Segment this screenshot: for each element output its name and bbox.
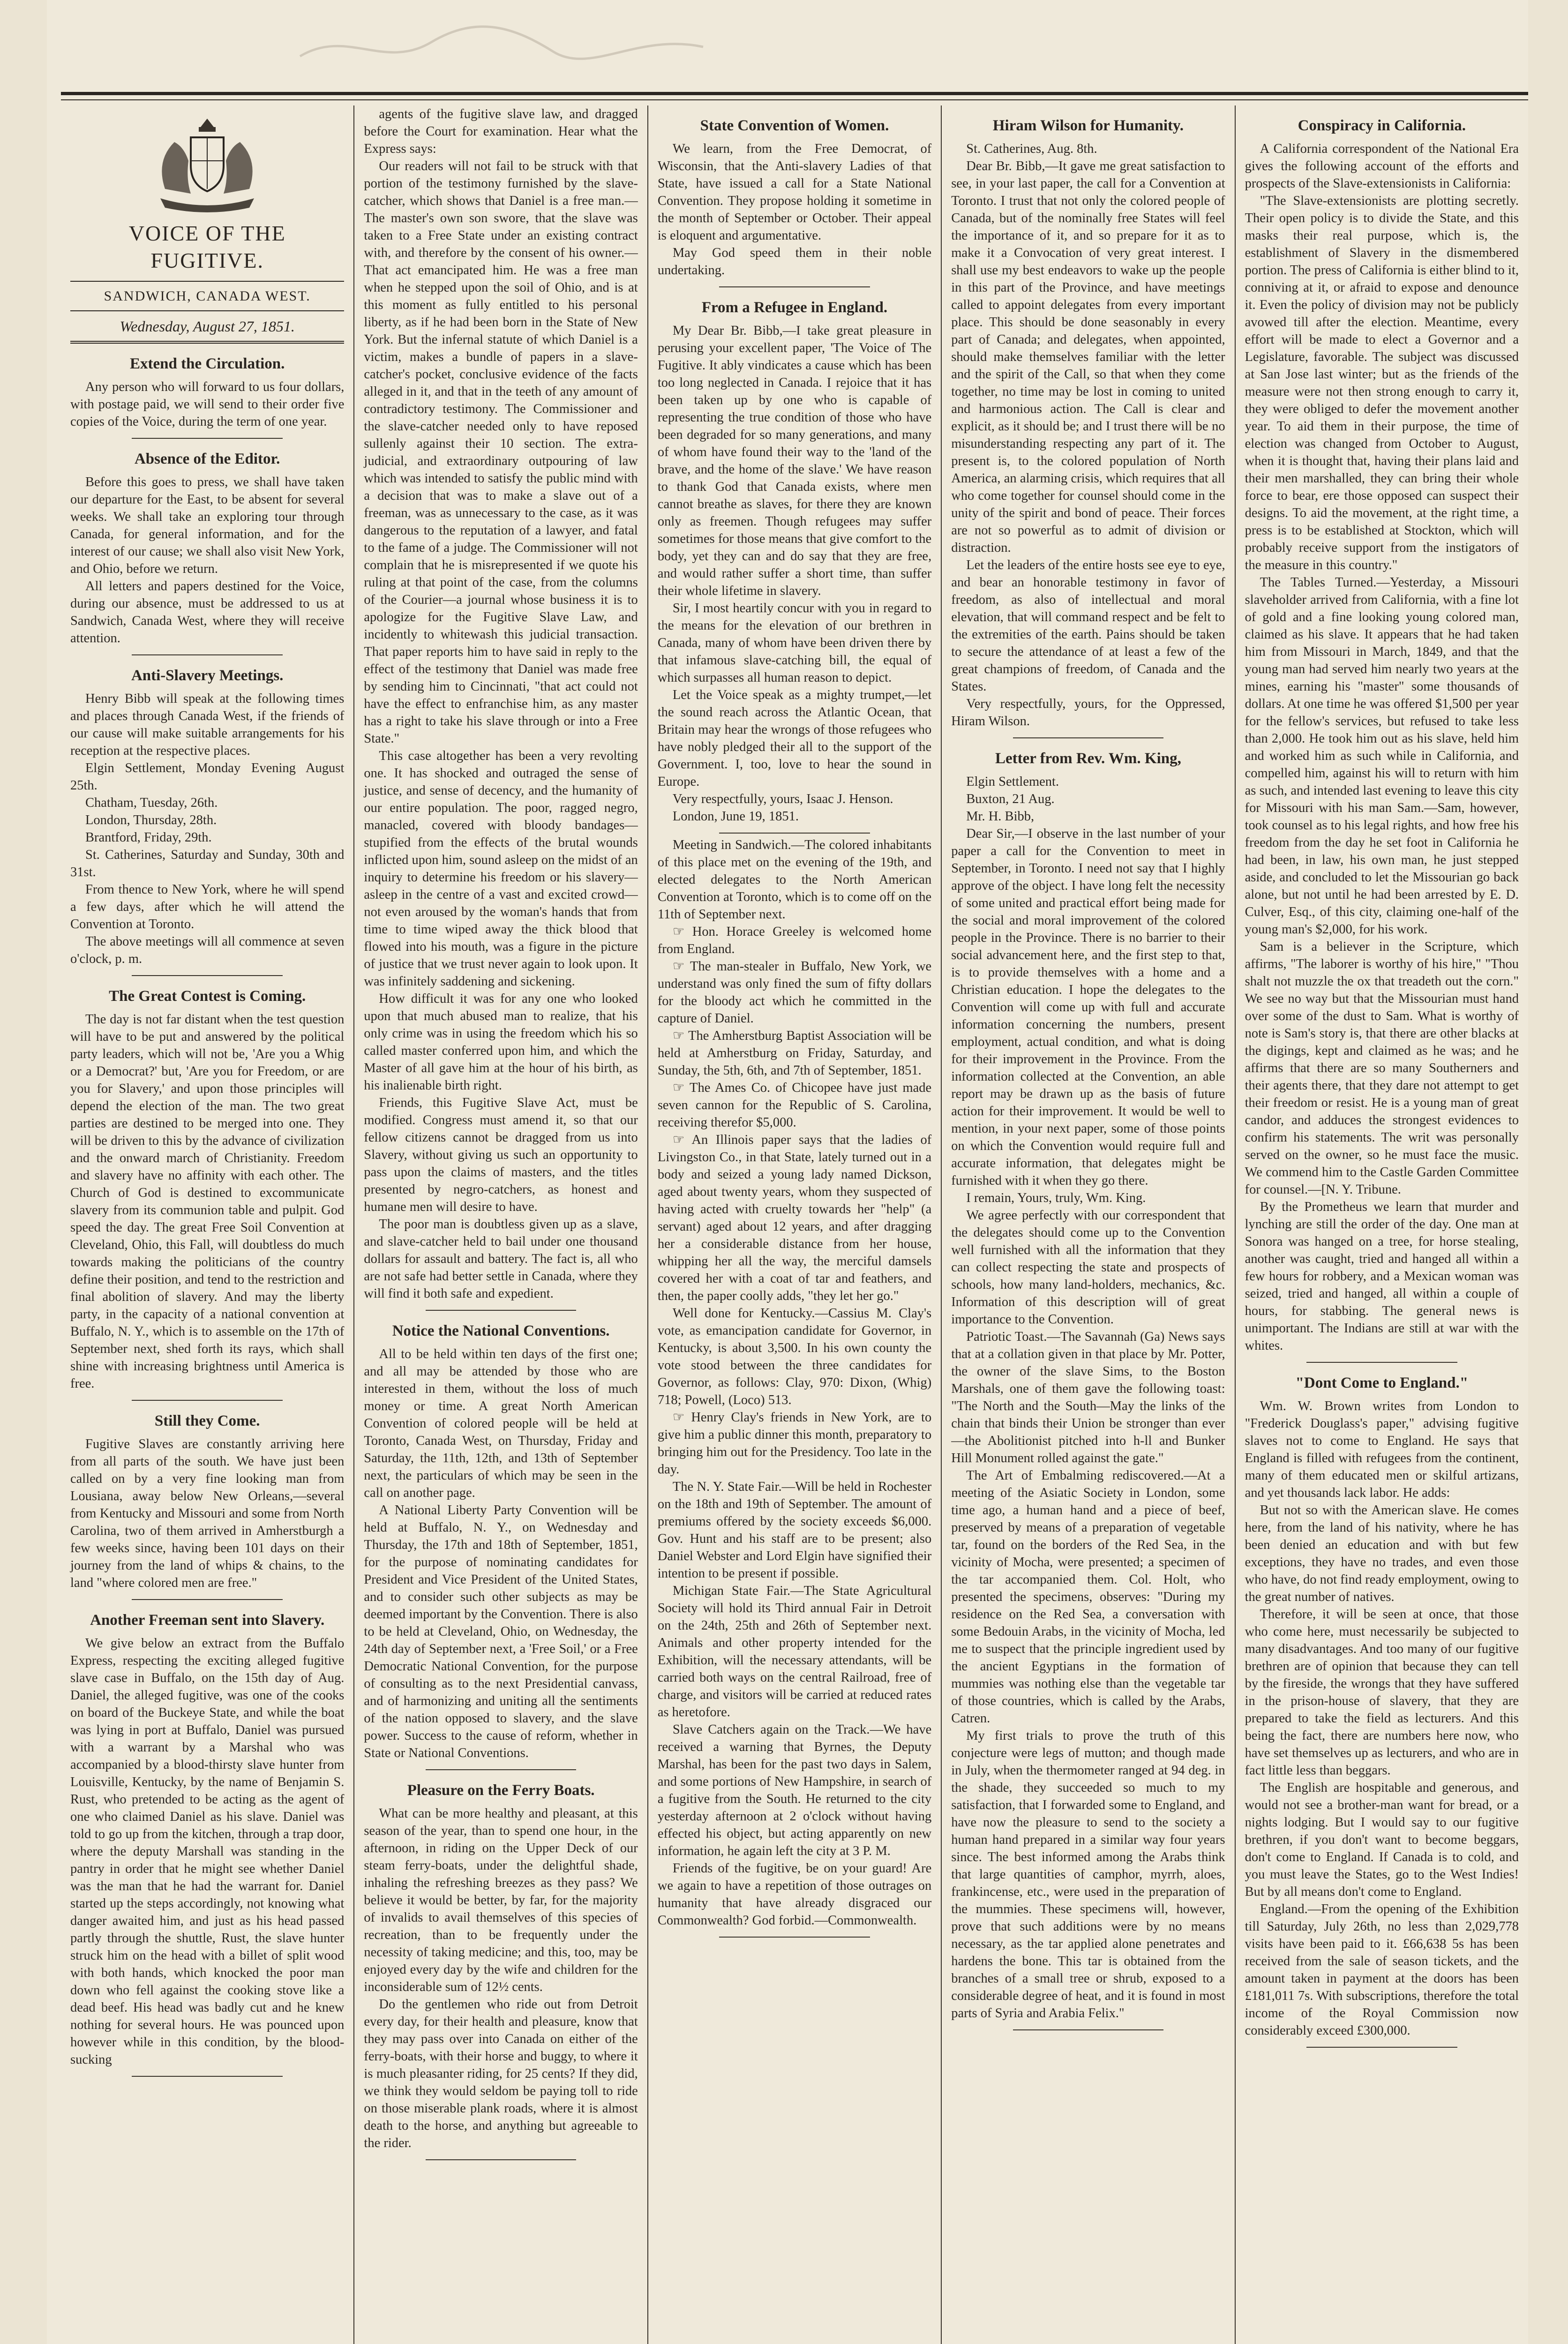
article	[951, 116, 1225, 738]
article-divider	[132, 1400, 282, 1401]
article-headline: "Dont Come to England."	[1295, 1375, 1469, 1391]
article	[658, 116, 931, 287]
article	[658, 298, 931, 834]
article-divider	[426, 2159, 576, 2160]
article-paragraph: The Tables Turned.—Yesterday, a Missouri slaveholder arrived from California, with a fine lot of gold and a fine looking young colored man, claimed as his slave. It appears that he had taken him from Missouri in March, 1849, and that the young man had served him nearly two years at the mines, earning his "master" some thousands of dollars. At one time he was offered $1,500 per year for the fellow's services, but refused to take less than 2,000. He took him out as his slave, held him and worked him as such while in California, and compelled him, against his will to return with him as such, and intended last evening to leave this city for Missouri with his man Sam.—Sam, however, took counsel as to his legal rights, and how free his freedom from the day he set foot in California he had been, in law, his own man, he just stepped aside, and concluded to let the Missourian go back alone, but not until he had been arrested by E. D. Culver, Esq., of this city, claiming one-half of the young man's $2,000, for his work.	[1245, 575, 1519, 937]
article-paragraph: The day is not far distant when the test question will have to be put and answered by the political party leaders, which will not be, 'Are you a Whig or a Democrat?' but, 'Are you for Freedom, or are you for Slavery,' and upon those principles will depend the election of the man. The two great parties are destined to be merged into one. They will be driven to this by the advance of civilization and the onward march of Christianity. Freedom and slavery have no affinity with each other. The Church of God is destined to excommunicate slavery from its communion table and pulpit. God speed the day. The great Free Soil Convention at Cleveland, Ohio, this Fall, will doubtless do much towards making the politicians of the country define their position, and tend to the restriction and final abolition of slavery. And may the liberty party, in the capacity of a national convention at Buffalo, N. Y., which is to assemble on the 17th of September next, shed forth its rays, which shall shine with increasing brightness until America is free.	[70, 1012, 345, 1391]
article-paragraph: ☞ The Ames Co. of Chicopee have just made seven cannon for the Republic of S. Carolina, receiving therefor $5,000.	[657, 1081, 932, 1130]
article-body	[70, 378, 344, 430]
article-headline: Absence of the Editor.	[134, 451, 280, 467]
article-headline: Extend the Circulation.	[130, 355, 285, 372]
article-paragraph: We learn, from the Free Democrat, of Wisconsin, that the Anti-slavery Ladies of that State, have issued a call for a State National Convention. They propose holding it sometime in the month of September or October. Their appeal is eloquent and argumentative.	[657, 142, 932, 243]
article-paragraph: Slave Catchers again on the Track.—We have received a warning that Byrnes, the Deputy Marshal, has been for the past two days in Salem, and some portions of New Hampshire, in search of a fugitive from the South. He returned to the city yesterday afternoon at 2 o'clock without having effected his object, but acting apparently on new information, he again left the city at 3 P. M.	[657, 1722, 932, 1858]
article-paragraph: Brantford, Friday, 29th.	[85, 830, 212, 845]
article-paragraph: Chatham, Tuesday, 26th.	[85, 796, 218, 810]
article-paragraph: A California correspondent of the National Era gives the following account of the efforts and prospects of the Slave-extensionists in California:	[1245, 142, 1519, 191]
article-paragraph: Very respectfully, yours, Isaac J. Henson.	[672, 792, 893, 806]
article-paragraph: What can be more healthy and pleasant, at this season of the year, than to spend one hour, in the afternoon, in riding on the Upper Deck of our steam ferry-boats, under the delightful shade, inhaling the refreshing breezes as they pass? We believe it would be better, by far, for the majority of invalids to avail themselves of this species of recreation, than to be frequently under the necessity of taking medicine; and this, too, may be enjoyed every day by the wife and children for the inconsiderable sum of 12½ cents.	[364, 1806, 638, 1994]
article-paragraph: Henry Bibb will speak at the following times and places through Canada West, if the friends of our cause will make suitable arrangements for his reception at the respective places.	[70, 691, 345, 758]
article-paragraph: Friends of the fugitive, be on your guard! Are we again to have a repetition of those outrages on humanity that have already disgraced our Commonwealth? God forbid.—Commonwealth.	[657, 1861, 932, 1928]
article-paragraph: Michigan State Fair.—The State Agricultural Society will hold its Third annual Fair in Detroit on the 24th, 25th and 26th of September next. Animals and other property intended for the Exhibition, will the necessary attendants, will be carried both ways on the central Railroad, free of charge, and visitors will be carried at reduced rates as heretofore.	[657, 1584, 932, 1720]
article-paragraph: Before this goes to press, we shall have taken our departure for the East, to be absent for several weeks. We shall take an exploring tour through Canada, for general information, and for the interest of our cause; we shall also visit New York, and Ohio, before we return.	[70, 475, 345, 576]
article	[658, 836, 931, 1938]
article-paragraph: How difficult it was for any one who looked upon that much abused man to realize, that his only crime was in using the freedom which his so called master conferred upon him, and which the Master of all gave him at the hour of his birth, as his inalienable birth right.	[364, 992, 638, 1093]
article-paragraph: Mr. H. Bibb,	[966, 809, 1035, 824]
article-headline: Conspiracy in California.	[1298, 117, 1466, 134]
article-paragraph: The above meetings will all commence at seven o'clock, p. m.	[70, 934, 345, 966]
article	[70, 986, 344, 1401]
article-body	[658, 322, 931, 825]
article-divider	[132, 654, 282, 655]
newspaper-page	[47, 0, 1528, 2344]
columns-container	[61, 105, 1528, 2344]
article-paragraph: agents of the fugitive slave law, and dragged before the Court for examination. Hear what the Express says:	[364, 107, 638, 156]
article-paragraph: Sam is a believer in the Scripture, which affirms, "The laborer is worthy of his hire," "Thou shalt not muzzle the ox that treadeth out the corn." We see no way but that the Missourian must hand over some of the dust to Sam. What is worthy of note is Sam's story is, that there are other blacks at the digings, kept and claimed as he was; and he affirms that there are so many Southerners and their agents there, that they dare not attempt to get their freedom or resist. He is a young man of great candor, and adduces the strongest evidences to confirm his statements. The writ was personally served on the owner, so he must face the music. We commend him to the Castle Garden Committee for counsel.—[N. Y. Tribune.	[1245, 939, 1519, 1197]
article-headline: Hiram Wilson for Humanity.	[992, 117, 1184, 134]
article-body	[1245, 1397, 1519, 2039]
article-paragraph: St. Catherines, Saturday and Sunday, 30th and 31st.	[70, 848, 345, 879]
royal-coat-of-arms-icon	[146, 114, 268, 212]
article-paragraph: All to be held within ten days of the first one; and all may be attended by those who are interested in them, without the loss of much money or time. A great North American Convention of colored people will be held at Toronto, Canada West, on Thursday, Friday and Saturday, the 11th, 12th, and 13th of September next, the particulars of which may be seen in the call on another page.	[364, 1347, 638, 1500]
article-divider	[719, 1937, 870, 1938]
article	[70, 1610, 344, 2077]
article-paragraph: Our readers will not fail to be struck with that portion of the testimony furnished by the slave-catcher, which shows that Daniel is a free man.—The master's own son swore, that the slave was taken to a Free State under an existing contract with, and therefore by the consent of his owner.—That act emancipated him. He was a free man when he stepped upon the soil of Ohio, and is at this moment as fully entitled to his personal liberty, as if he had been born in the State of New York. But the infernal statute of which Daniel is a victim, makes a bundle of papers in a slave-catcher's pocket, conclusive evidence of the facts alleged in it, and that in the teeth of any amount of contradictory testimony. The Commissioner and the slave-catcher needed only to have reposed sullenly against their 10 section. The extra-judicial, and extraordinary outpouring of law which was intended to satisfy the public mind with a decision that was to make a slave out of a freeman, was as unnecessary to the case, as it was dangerous to the reputation of a lawyer, and fatal to the fame of a judge. The Commissioner will not complain that he is misrepresented if we quote his ruling at that point of the case, from the columns of the Courier—a journal whose business it is to apologize for the Fugitive Slave Law, and incidently to whitewash this judicial transaction. That paper reports him to have said in reply to the effect of the testimony that Daniel was made free by sending him to Cincinnati, "that act could not have the effect to enfranchise him, as any master has a right to take his slave through or into a Free State."	[364, 159, 638, 746]
article-headline: Another Freeman sent into Slavery.	[90, 1612, 325, 1629]
article-paragraph: The poor man is doubtless given up as a slave, and slave-catcher held to bail under one thousand dollars for assault and battery. The fact is, all who are not safe had better settle in Canada, where they will find it both safe and expedient.	[364, 1217, 638, 1301]
article-paragraph: We agree perfectly with our correspondent that the delegates should come up to the Convention well furnished with all the information that they can collect respecting the state and prospects of schools, how many land-holders, mechanics, &c. Information of this description will of great importance to the Convention.	[951, 1208, 1225, 1327]
article-body	[658, 140, 931, 279]
article-divider	[1013, 737, 1163, 738]
article-body	[951, 140, 1225, 730]
article-paragraph: Elgin Settlement.	[966, 774, 1059, 789]
top-rule	[61, 92, 1528, 95]
article-paragraph: Well done for Kentucky.—Cassius M. Clay's vote, as emancipation candidate for Governor, in Kentucky, is about 3,500. In his own county the vote stood between the three candidates for Governor, as follows: Clay, 970: Dixon, (Whig) 718; Powell, (Loco) 513.	[657, 1306, 932, 1407]
article-paragraph: ☞ An Illinois paper says that the ladies of Livingston Co., in that State, lately turned out in a body and seized a young lady named Dickson, aged about twenty years, whom they suspected of having acted with cruelty towards her "help" (a servant) aged about 12 years, and after dragging her a considerable distance from her house, whipping her all the way, the merciful damsels covered her with a coat of tar and feathers, and then, the paper coolly adds, "they let her go."	[657, 1133, 932, 1303]
article-paragraph: Fugitive Slaves are constantly arriving here from all parts of the south. We have just been called on by a very fine looking man from Lousiana, away below New Orleans,—several from Kentucky and Missouri and some from North Carolina, two of them arrived in Amherstburgh a few weeks since, having been 101 days on their journey from the land of whips & chains, to the land "where colored men are free."	[70, 1437, 345, 1590]
article-headline: The Great Contest is Coming.	[109, 988, 306, 1005]
article-divider	[1306, 1362, 1457, 1363]
article-headline: Still they Come.	[154, 1412, 260, 1429]
article-paragraph: ☞ Hon. Horace Greeley is welcomed home from England.	[657, 924, 932, 956]
article-divider	[132, 975, 282, 976]
article-paragraph: Very respectfully, yours, for the Oppressed, Hiram Wilson.	[951, 697, 1225, 729]
article-divider	[719, 286, 870, 287]
article-paragraph: Friends, this Fugitive Slave Act, must be modified. Congress must amend it, so that our fellow citizens cannot be dragged from us into Slavery, without giving us such an opportunity to pass upon the claims of masters, and the titles presented by negro-catchers, as honest and humane men will desire to have.	[364, 1096, 638, 1214]
article-headline: From a Refugee in England.	[701, 299, 888, 316]
article-paragraph: "The Slave-extensionists are plotting secretly. Their open policy is to divide the State, and this masks their real purpose, which is, the establishment of Slavery in the dismembered portion. The press of California is either blind to it, conniving at it, or afraid to expose and denounce it. Even the policy of division may not be publicly avowed till after the election. Meantime, every effort will be made to elect a Governor and a Legislature, favorable. The subject was discussed at San Jose last winter; but as the friends of the measure were not then strong enough to carry it, they were obliged to defer the movement another year. To aid them in their purpose, the time of election was changed from October to August, when it is thought that, having their plans laid and their men marshalled, they can bring their whole force to bear, ere those opposed can suspect their designs. To aid the movement, at the right time, a press is to be established at Stockton, which will probably receive support from the instigators of the measure in this country."	[1245, 194, 1519, 572]
article-divider	[1013, 2029, 1163, 2030]
article-paragraph: ☞ Henry Clay's friends in New York, are to give him a public dinner this month, preparatory to bringing him out for the Presidency. Too late in the day.	[657, 1410, 932, 1477]
masthead	[70, 105, 344, 344]
article-body	[70, 1011, 344, 1392]
article-divider	[132, 2076, 282, 2077]
article-paragraph: The N. Y. State Fair.—Will be held in Rochester on the 18th and 19th of September. The amount of premiums offered by the society exceeds $6,000. Gov. Hunt and his staff are to be present; also Daniel Webster and Lord Elgin have signified their intention to be present if possible.	[657, 1480, 932, 1581]
article-headline: Anti-Slavery Meetings.	[131, 667, 284, 684]
article-paragraph: The Art of Embalming rediscovered.—At a meeting of the Asiatic Society in London, some time ago, a human hand and a piece of beef, preserved by means of a preparation of vegetable tar, found on the borders of the Red Sea, in the vicinity of Mocha, were presented; a specimen of the tar accompanied them. Col. Holt, who presented the specimens, observes: "During my residence on the Red Sea, a conversation with some Bedouin Arabs, in the vicinity of Mocha, led me to suspect that the principle ingredient used by the ancient Egyptians in the formation of mummies was nothing else than the vegetable tar of those countries, which is called by the Arabs, Catren.	[951, 1468, 1225, 1726]
article-paragraph: ☞ The man-stealer in Buffalo, New York, we understand was only fined the sum of fifty dollars for the bloody act which he committed in the capture of Daniel.	[657, 959, 932, 1026]
article-paragraph: ☞ The Amherstburg Baptist Association will be held at Amherstburg on Friday, Saturday, and Sunday, the 5th, 6th, and 7th of September, 1851.	[657, 1029, 932, 1078]
article-body	[658, 836, 931, 1929]
article-body	[364, 105, 638, 1302]
article-paragraph: All letters and papers destined for the Voice, during our absence, must be addressed to us at Sandwich, Canada West, where they will receive attention.	[70, 579, 345, 646]
article-paragraph: Do the gentlemen who ride out from Detroit every day, for their health and pleasure, know that they may pass over into Canada on either of the ferry-boats, with their horse and buggy, to where it is much pleasanter riding, for 25 cents? If they did, we think they would seldom be paying toll to ride on those miserable plank roads, where it is almost death to the horse, and anything but agreeable to the rider.	[364, 1997, 638, 2150]
handwriting-mark	[291, 19, 713, 75]
article-paragraph: London, Thursday, 28th.	[85, 813, 217, 827]
article-divider	[1306, 2047, 1457, 2048]
article-paragraph: From thence to New York, where he will spend a few days, after which he will attend the Convention at Toronto.	[70, 882, 345, 932]
article-paragraph: Wm. W. Brown writes from London to "Frederick Douglass's paper," advising fugitive slaves not to come to England. He says that England is filled with refugees from the continent, many of them educated men or skilful artizans, and yet thousands lack labor. He adds:	[1245, 1399, 1519, 1500]
column-4	[941, 105, 1234, 2344]
article-paragraph: I remain, Yours, truly, Wm. King.	[966, 1191, 1146, 1205]
article-paragraph: Let the leaders of the entire hosts see eye to eye, and bear an honorable testimony in favor of freedom, as also of intellectual and moral elevation, that will command respect and be felt to the extremities of the earth. Pains should be taken to secure the attendance of at least a few of the great champions of freedom, of Canada and the States.	[951, 558, 1225, 694]
article-body	[951, 773, 1225, 2022]
article-paragraph: England.—From the opening of the Exhibition till Saturday, July 26th, no less than 2,029,778 visits have been paid to it. £66,638 5s has been received from the sale of season tickets, and the amount taken in payment at the doors has been £181,011 7s. With subscriptions, therefore the total income of the Royal Commission now considerably exceed £300,000.	[1245, 1902, 1519, 2038]
article	[364, 1321, 638, 1770]
article-headline: State Convention of Women.	[700, 117, 889, 134]
paper-title: VOICE OF THE FUGITIVE.	[128, 221, 286, 272]
article-body	[1245, 140, 1519, 1354]
article-paragraph: Patriotic Toast.—The Savannah (Ga) News says that at a collation given in that place by Mr. Potter, the owner of the slave Sims, to the Boston Marshals, one of them gave the following toast: "The North and the South—May the links of the chain that binds their Union be stronger than ever—the Abolitionist pitched into h-ll and Bunker Hill Monument rolled against the gate."	[951, 1330, 1225, 1465]
column-3	[647, 105, 941, 2344]
article-body	[70, 473, 344, 647]
article-paragraph: Meeting in Sandwich.—The colored inhabitants of this place met on the evening of the 19th, and elected delegates to the North American Convention at Toronto, which is to come off on the 11th of September next.	[657, 838, 932, 922]
article-paragraph: Therefore, it will be seen at once, that those who come here, must necessarily be subjected to many disadvantages. And too many of our fugitive brethren are of opinion that because they can tell by the fireside, the wrongs that they have suffered in the prison-house of slavery, that they are prepared to take the field as lecturers. And this being the fact, there are numbers here now, who have set themselves up as lecturers, and who are in fact little less than beggars.	[1245, 1607, 1519, 1778]
article-paragraph: This case altogether has been a very revolting one. It has shocked and outraged the sense of justice, and sense of decency, and the humanity of our entire population. The poor, ragged negro, manacled, covered with bloody bandages—stupified from the effects of the brutal wounds inflicted upon him, sound asleep on the midst of an inquiry to determine his freedom or his slavery—asleep in the centre of a vast and excited crowd—not even aroused by the woman's hands that from time to time wiped away the thick blood that flowed into his mouth, was a figure in the picture of justice that we trust never again to look upon. It was infinitely saddening and sickening.	[364, 749, 638, 989]
article	[70, 666, 344, 976]
article-divider	[132, 438, 282, 439]
article-paragraph: My Dear Br. Bibb,—I take great pleasure in perusing your excellent paper, 'The Voice of The Fugitive. It ably vindicates a cause which has been too long neglected in Canada. I rejoice that it has been taken up by one who is capable of representing the true condition of those who have been degraded for so many generations, and many of whom have found their way to the 'land of the brave, and the home of the slave.' We have reason to thank God that Canada exists, where men cannot breathe as slaves, for there they are known only as freemen. Though refugees may suffer sometimes for those means that give comfort to the body, yet they can and do say that they are free, and would rather suffer a short time, than suffer their whole lifetime in slavery.	[657, 323, 932, 598]
article-paragraph: Dear Sir,—I observe in the last number of your paper a call for the Convention to meet in September, in Toronto. I need not say that I highly approve of the object. I have long felt the necessity of some united and practical effort being made for the social and moral improvement of the colored people in the Province. There is no barrier to their social advancement here, and the first step to that, is to provide themselves with a home and a Christian education. I hope the delegates to the Convention will come up with full and accurate information concerning the numbers, present employment, actual condition, and what is doing for their improvement in the Province. From the information collected at the Convention, an able report may be drawn up as the basis of future action for their improvement. It would be well to mention, in your next paper, some of those points on which the Convention would require full and accurate information, that delegates might be furnished with it when they go there.	[951, 826, 1225, 1188]
article-divider	[426, 1769, 576, 1770]
article	[70, 354, 344, 439]
article-paragraph: St. Catherines, Aug. 8th.	[966, 142, 1097, 156]
column-5	[1235, 105, 1528, 2344]
top-rule-thin	[61, 99, 1528, 100]
article-paragraph: Let the Voice speak as a mighty trumpet,—let the sound reach across the Atlantic Ocean, that Britain may hear the wrongs of those refugees who have nobly pledged their all to the support of the Government. I, too, love to hear the sound in Europe.	[657, 688, 932, 789]
article-divider	[719, 833, 870, 834]
article	[364, 1781, 638, 2160]
article	[951, 749, 1225, 2030]
article-divider	[132, 1599, 282, 1600]
article-paragraph: We give below an extract from the Buffalo Express, respecting the exciting alleged fugitive slave case in Buffalo, on the 15th day of Aug. Daniel, the alleged fugitive, was one of the cooks on board of the Buckeye State, and while the boat was lying in port at Buffalo, Daniel was pursued with a warrant by a Marshal who was accompanied by a blood-thirsty slave hunter from Louisville, Kentucky, by the name of Benjamin S. Rust, who pretended to be acting as the agent of one who claimed Daniel as his slave. Daniel was told to go up from the kitchen, through a trap door, where the deputy Marshall was standing in the pantry in order that he might see whether Daniel was the man that he had the warrant for. Daniel started up the steps accordingly, not knowing what danger awaited him, and just as his head passed partly through the shuttle, Rust, the slave hunter struck him on the head with a billet of split wood with both hands, which knocked the poor man down who fell against the cooking stove like a dead beef. His head was badly cut and he knew nothing for several hours. He was pounced upon however while in this condition, by the blood-sucking	[70, 1636, 345, 2067]
article-paragraph: The English are hospitable and generous, and would not see a brother-man want for bread, or a nights lodging. But I would say to our fugitive brethren, if you don't want to become beggars, don't come to England. If Canada is to cold, and you must leave the States, go to the West Indies! But by all means don't come to England.	[1245, 1781, 1519, 1899]
article-paragraph: By the Prometheus we learn that murder and lynching are still the order of the day. One man at Sonora was hanged on a tree, for horse stealing, another was caught, tried and hanged all within a few hours for robbery, and a Mexican woman was seized, tried and hanged, all within a couple of hours, for stabbing. The general news is unimportant. The Indians are still at war with the whites.	[1245, 1200, 1519, 1353]
article	[1245, 116, 1519, 1363]
article-paragraph: A National Liberty Party Convention will be held at Buffalo, N. Y., on Wednesday and Thursday, the 17th and 18th of September, 1851, for the purpose of nominating candidates for President and Vice President of the United States, and to consider such other subjects as may be deemed important by the Convention. There is also to be held at Cleveland, Ohio, on Wednesday, the 24th day of September next, a 'Free Soil,' or a Free Democratic National Convention, for the purpose of consulting as to the next Presidential canvass, and of harmonizing and uniting all the sentiments of the nation opposed to slavery, and the slave power. Success to the cause of reform, whether in State or National Conventions.	[364, 1503, 638, 1760]
article-divider	[426, 1310, 576, 1311]
article-body	[70, 1435, 344, 1592]
article-body	[364, 1805, 638, 2152]
paper-date: Wednesday, August 27, 1851.	[70, 311, 344, 344]
article-body	[364, 1345, 638, 1762]
paper-place: SANDWICH, CANADA WEST.	[70, 281, 344, 311]
article-body	[70, 690, 344, 968]
article-headline: Letter from Rev. Wm. King,	[995, 750, 1181, 767]
article-headline: Pleasure on the Ferry Boats.	[407, 1782, 595, 1799]
column-1	[61, 105, 353, 2344]
article-headline: Notice the National Conventions.	[392, 1322, 610, 1339]
article	[70, 1411, 344, 1600]
article-paragraph: Sir, I most heartily concur with you in regard to the means for the elevation of our brethren in Canada, many of whom have been driven there by that infamous slave-catching bill, the equal of which surpasses all human reason to depict.	[657, 601, 932, 685]
article	[70, 449, 344, 655]
article	[1245, 1373, 1519, 2048]
article-paragraph: London, June 19, 1851.	[672, 809, 799, 824]
article-paragraph: My first trials to prove the truth of this conjecture were legs of mutton; and though made in July, when the thermometer ranged at 94 deg. in the shade, they succeeded so much to my satisfaction, that I forwarded some to England, and have now the pleasure to send to the society a human hand prepared in a similar way four years since. The best informed among the Arabs think that large quantities of camphor, myrrh, aloes, frankincense, etc., were used in the preparation of the mummies. These specimens will, however, prove that such additions were by no means necessary, as the tar applied alone penetrates and hardens the bone. This tar is obtained from the branches of a small tree or shrub, exposed to a considerable degree of heat, and it is found in most parts of Syria and Arabia Felix."	[951, 1728, 1225, 2021]
article-paragraph: May God speed them in their noble undertaking.	[657, 246, 932, 278]
article-paragraph: Buxton, 21 Aug.	[966, 792, 1055, 806]
article-body	[70, 1635, 344, 2068]
article-paragraph: Elgin Settlement, Monday Evening August 25th.	[70, 761, 345, 793]
article	[364, 105, 638, 1311]
article-paragraph: Dear Br. Bibb,—It gave me great satisfaction to see, in your last paper, the call for a Convention at Toronto. I trust that not only the colored people of Canada, but of the nominally free States will feel the importance of it, and so prepare for it as to make it a Convocation of very great interest. I shall use my best endeavors to wake up the people in this part of the Province, and have meetings called to appoint delegates from every important place. This should be done seasonably in every part of Canada; and delegates, when appointed, should make themselves familiar with the letter and the spirit of the Call, so that when they come together, no time may be lost in coming to united and harmonious action. The Call is clear and explicit, as it should be; and I trust there will be no misunderstanding respecting any part of it. The present is, to the colored population of North America, an alarming crisis, which requires that all who come together for counsel should come in the unity of the spirit and bond of peace. Their forces are not so powerful as to admit of division or distraction.	[951, 159, 1225, 555]
article-paragraph: Any person who will forward to us four dollars, with postage paid, we will send to their order five copies of the Voice, during the term of one year.	[70, 380, 345, 429]
column-2	[353, 105, 647, 2344]
article-paragraph: But not so with the American slave. He comes here, from the land of his nativity, where he has been denied an education and with but few exceptions, they have no trades, and even those who have, do not find ready employment, owing to the great number of natives.	[1245, 1503, 1519, 1604]
